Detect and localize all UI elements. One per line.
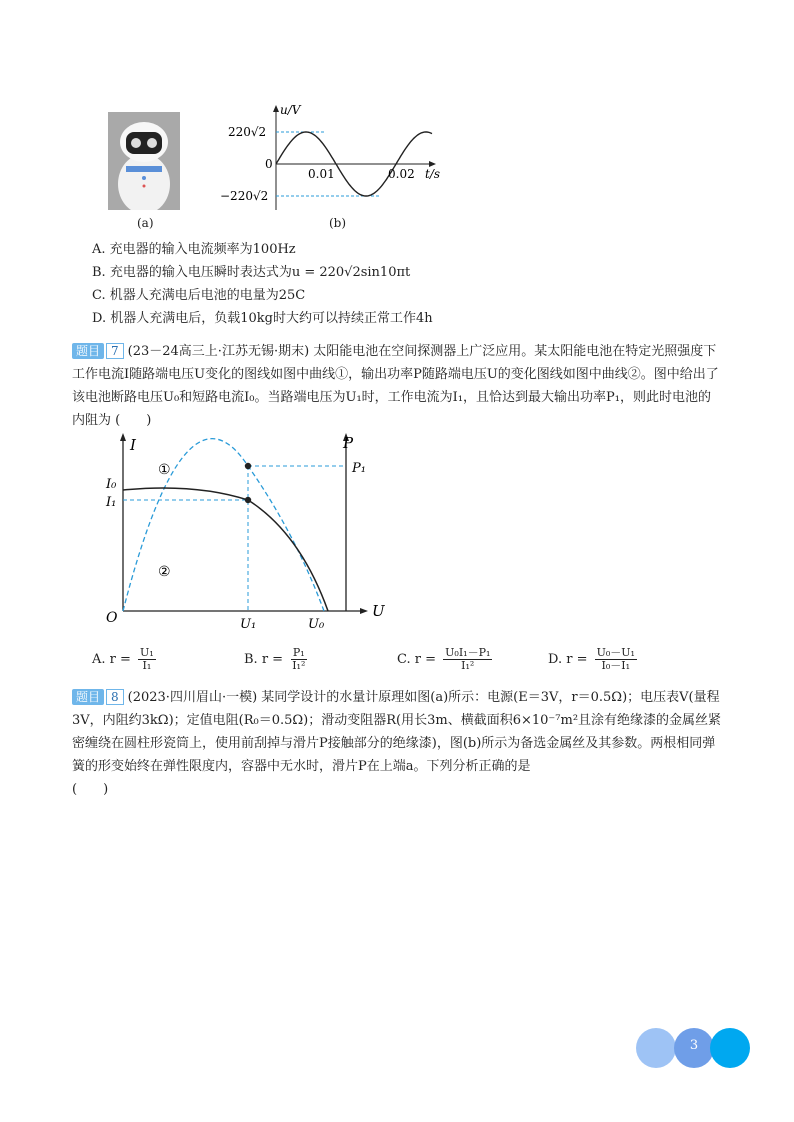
- u-axis-label: U: [372, 602, 385, 620]
- answer-blank: ( ): [72, 782, 109, 797]
- current-curve: [123, 488, 328, 611]
- q7-option-b: B. r = $\frac{\text{P₁}}{\text{I₁²}}$: [244, 646, 306, 672]
- origin-label: 0: [265, 157, 273, 171]
- y-pos-label: 220√2: [228, 125, 267, 139]
- max-power-point: [245, 463, 251, 469]
- tick-label-1: 0.01: [308, 167, 335, 181]
- voltage-sine-graph: [220, 100, 460, 220]
- i1-label: I₁: [106, 495, 117, 510]
- curve-1-label: ①: [158, 462, 171, 478]
- question-text: (2023·四川眉山·一模) 某同学设计的水量计原理如图(a)所示：电源(E＝3V，r＝0.5Ω)；电压表V(量程3V，内阻约3kΩ)；定值电阻(R₀＝0.5Ω)；滑动变阻器R(用长3m、横截面积6×10⁻⁷m²且涂有绝缘漆的金属丝紧密缠绕在圆柱形瓷筒上，使用前刮掉与滑片P接触部分的绝缘漆)，图(b)所示为备选金属丝及其参数。两根相同弹簧的形变始终在弹性限度内，容器中无水时，滑片P在上端a。下列分析正确的是: [72, 690, 722, 774]
- q7-option-a: A. r = $\frac{\text{U₁}}{\text{I₁}}$: [92, 646, 154, 672]
- y-neg-label: −220√2: [220, 189, 269, 203]
- q6-option-c: C. 机器人充满电后电池的电量为25C: [92, 288, 306, 303]
- operating-point: [245, 497, 251, 503]
- caption-a: (a): [137, 216, 154, 230]
- question-number: 8: [106, 689, 124, 705]
- caption-b: (b): [329, 216, 347, 230]
- power-curve: [123, 439, 324, 611]
- q6-option-d: D. 机器人充满电后，负载10kg时大约可以持续正常工作4h: [92, 311, 433, 326]
- tick-label-2: 0.02: [388, 167, 415, 181]
- q6-option-b: B. 充电器的输入电压瞬时表达式为u = 220√2sin10πt: [92, 265, 411, 280]
- curve-2-label: ②: [158, 564, 171, 580]
- y-axis-label: u/V: [280, 103, 301, 117]
- page-badge: [636, 1028, 752, 1068]
- x-axis-label: t/s: [425, 167, 441, 181]
- q7-option-c: C. r = $\frac{\text{U₀I₁－P₁}}{\text{I₁²}}$: [397, 646, 491, 672]
- question-tag: 题目: [72, 343, 104, 359]
- question-number: 7: [106, 343, 124, 359]
- q7-option-d: D. r = $\frac{\text{U₀－U₁}}{\text{I₀－I₁}}$: [548, 646, 635, 672]
- q6-option-a: A. 充电器的输入电流频率为100Hz: [92, 242, 296, 257]
- p-axis-label: P: [343, 434, 354, 452]
- origin-o-label: O: [106, 610, 118, 626]
- u0-label: U₀: [308, 617, 325, 632]
- badge-circle-right: [710, 1028, 750, 1068]
- robot-photo: [108, 112, 180, 210]
- i-axis-label: I: [130, 436, 136, 454]
- page-number: 3: [689, 1038, 699, 1053]
- question-7: [72, 340, 722, 432]
- i0-label: I₀: [106, 477, 117, 492]
- u1-label: U₁: [240, 617, 257, 632]
- question-tag: 题目: [72, 689, 104, 705]
- p1-label: P₁: [352, 461, 366, 476]
- question-text: (23－24高三上·江苏无锡·期末) 太阳能电池在空间探测器上广泛应用。某太阳能电池在特定光照强度下工作电流I随路端电压U变化的图线如图中曲线①，输出功率P随路端电压U的变化图线如图中曲线②。图中给出了该电池断路电压U₀和短路电流I₀。当路端电压为U₁时，工作电流为I₁，且恰达到最大输出功率P₁，则此时电池的内阻为 ( ): [72, 344, 719, 428]
- solar-cell-graph: [100, 428, 400, 640]
- question-8: [72, 686, 722, 801]
- badge-circle-left: [636, 1028, 676, 1068]
